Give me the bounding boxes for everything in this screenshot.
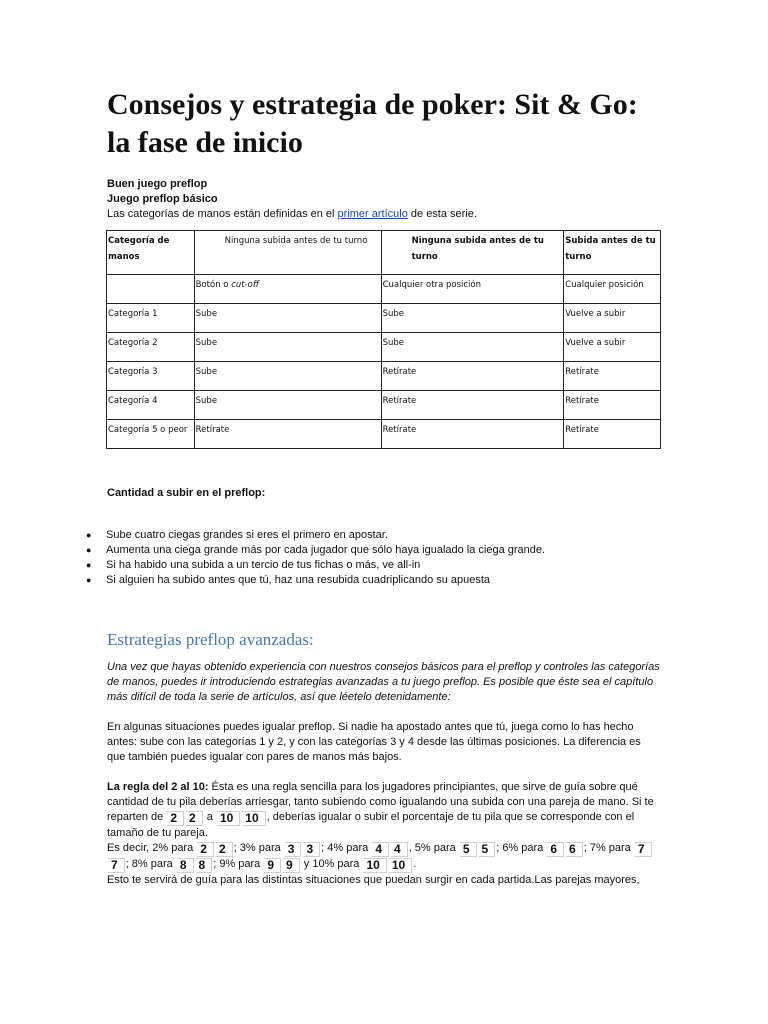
es-decir-text: Es decir, 2% para bbox=[107, 842, 197, 854]
rule-a: a bbox=[203, 811, 216, 823]
table-cell: Retírate bbox=[564, 391, 661, 420]
table-cell: Categoría 2 bbox=[107, 333, 195, 362]
table-cell: Retírate bbox=[564, 420, 661, 449]
card-rank: 2 bbox=[170, 811, 178, 825]
intro-text-after: de esta serie. bbox=[407, 208, 477, 220]
table-cell: Sube bbox=[194, 391, 381, 420]
table-cell: Categoría 4 bbox=[107, 391, 195, 420]
bullet-icon: ● bbox=[86, 560, 92, 570]
card-pair-6 bbox=[566, 842, 583, 857]
pct-6-text: ; 6% para bbox=[496, 842, 547, 854]
card-rank: 7 bbox=[637, 842, 645, 856]
card-pair-5 bbox=[460, 842, 477, 857]
card-rank: 9 bbox=[267, 858, 275, 872]
card-pair-7 bbox=[108, 858, 125, 873]
list-item-text: Sube cuatro ciegas grandes si eres el primero en apostar. bbox=[106, 529, 388, 541]
position-prefix: Botón o bbox=[195, 280, 232, 290]
card-pair-10 bbox=[389, 858, 412, 873]
card-pair-3 bbox=[285, 842, 302, 857]
list-item-text: Aumenta una ciega grande más por cada jugador que sólo haya igualado la ciega grande. bbox=[106, 544, 546, 556]
table-cell bbox=[107, 275, 195, 304]
card-rank: 8 bbox=[179, 858, 187, 872]
card-pair-9 bbox=[264, 858, 281, 873]
raise-bullet-list bbox=[86, 528, 545, 588]
primer-articulo-link[interactable]: primer artículo bbox=[337, 208, 408, 220]
header-cell bbox=[564, 231, 661, 275]
card-pair-2 bbox=[197, 842, 214, 857]
page-title bbox=[107, 86, 707, 162]
card-rank: 10 bbox=[391, 858, 406, 872]
table-row-positions bbox=[107, 275, 661, 304]
card-pair-2 bbox=[186, 811, 203, 826]
card-rank: 4 bbox=[394, 842, 401, 856]
raise-heading: Cantidad a subir en el preflop: bbox=[107, 487, 266, 499]
table-row bbox=[107, 304, 661, 333]
card-pair-10 bbox=[217, 811, 240, 826]
position-italic: cut-off bbox=[231, 280, 259, 290]
card-rank: 4 bbox=[375, 842, 382, 856]
table-cell: Categoría 5 o peor bbox=[107, 420, 195, 449]
card-pair-10 bbox=[363, 858, 386, 873]
card-pair-5 bbox=[479, 842, 496, 857]
card-rank: 2 bbox=[200, 842, 207, 856]
list-item-text: Si ha habido una subida a un tercio de tus fichas o más, ve all-in bbox=[106, 559, 421, 571]
table-cell: Categoría 3 bbox=[107, 362, 195, 391]
table-cell: Retírate bbox=[381, 420, 564, 449]
card-rank: 3 bbox=[306, 842, 314, 856]
table-cell: Sube bbox=[381, 333, 564, 362]
bullet-icon: ● bbox=[86, 530, 92, 540]
header-text: Categoría de manos bbox=[108, 236, 170, 262]
table-cell: Vuelve a subir bbox=[564, 304, 661, 333]
list-item bbox=[86, 558, 545, 573]
pct-10-text: y 10% para bbox=[300, 858, 363, 870]
bullet-icon: ● bbox=[86, 545, 92, 555]
table-cell: Sube bbox=[194, 362, 381, 391]
rule-text: Ésta es una regla sencilla para los jugadores principiantes, que sirve de guía sobre qué cantidad de tu pila deberías arriesgar, tanto subiendo como igualando una subida con una pareja de mano. Si te reparten de bbox=[107, 781, 654, 823]
pct-5-text: , 5% para bbox=[408, 842, 459, 854]
hand-categories-table bbox=[106, 230, 661, 449]
pct-9-text: ; 9% para bbox=[213, 858, 264, 870]
list-item-text: Si alguien ha subido antes que tú, haz una resubida cuadriplicando su apuesta bbox=[106, 574, 491, 586]
rule-2-10-paragraph bbox=[107, 780, 662, 888]
header-text: Ninguna subida antes de tu turno bbox=[224, 236, 368, 246]
table-cell bbox=[194, 275, 381, 304]
card-pair-4 bbox=[372, 842, 389, 857]
advanced-heading: Estrategias preflop avanzadas: bbox=[107, 630, 314, 649]
header-text: Ninguna subida antes de tu turno bbox=[411, 236, 544, 262]
card-pair-4 bbox=[391, 842, 408, 857]
table-cell: Sube bbox=[194, 333, 381, 362]
rule-title: La regla del 2 al 10: bbox=[107, 781, 209, 793]
table-header-row bbox=[107, 231, 661, 275]
pct-7-text: ; 7% para bbox=[583, 842, 634, 854]
heading-juego-basico: Juego preflop básico bbox=[107, 193, 218, 205]
card-rank: 5 bbox=[462, 842, 470, 856]
table-cell: Cualquier otra posición bbox=[381, 275, 564, 304]
header-cell bbox=[194, 231, 381, 275]
card-rank: 10 bbox=[219, 811, 234, 825]
rule-text-2: , deberías igualar o subir el porcentaje de tu pila que se corresponde con el tamaño de tu pareja. bbox=[107, 811, 635, 839]
card-rank: 10 bbox=[245, 811, 259, 825]
title-line-2: la fase de inicio bbox=[107, 126, 303, 159]
header-cell bbox=[107, 231, 195, 275]
bullet-icon: ● bbox=[86, 575, 92, 585]
heading-buen-juego: Buen juego preflop bbox=[107, 178, 208, 190]
card-rank: 3 bbox=[287, 842, 295, 856]
table-cell: Cualquier posición bbox=[564, 275, 661, 304]
card-pair-8 bbox=[177, 858, 194, 873]
table-cell: Retírate bbox=[381, 362, 564, 391]
table-cell: Retírate bbox=[381, 391, 564, 420]
card-pair-6 bbox=[547, 842, 564, 857]
table-row bbox=[107, 362, 661, 391]
title-line-1: Consejos y estrategia de poker: Sit & Go: bbox=[107, 88, 638, 121]
last-line-text: Esto te servirá de guía para las distintas situaciones que puedan surgir en cada partida.Las parejas mayores, bbox=[107, 874, 640, 886]
card-rank: 9 bbox=[286, 858, 293, 872]
list-item bbox=[86, 528, 545, 543]
card-pair-2 bbox=[216, 842, 233, 857]
advanced-intro-paragraph: Una vez que hayas obtenido experiencia con nuestros consejos básicos para el preflop y controles las categorías de manos, puedes ir introduciendo estrategias avanzadas a tu juego preflop. Es posible que éste sea el capítulo más difícil de toda la serie de artículos, así que léetelo detenidamente: bbox=[107, 661, 660, 703]
intro-text bbox=[107, 206, 477, 222]
table-cell: Sube bbox=[381, 304, 564, 333]
table-cell: Categoría 1 bbox=[107, 304, 195, 333]
end-dot: . bbox=[413, 858, 417, 870]
table-cell: Sube bbox=[194, 304, 381, 333]
card-pair-2 bbox=[167, 811, 184, 826]
card-rank: 2 bbox=[218, 842, 226, 856]
card-rank: 2 bbox=[189, 811, 196, 825]
card-rank: 10 bbox=[366, 858, 380, 872]
call-preflop-paragraph: En algunas situaciones puedes igualar preflop. Si nadie ha apostado antes que tú, juega como lo has hecho antes: sube con las categorías 1 y 2, y con las categorías 3 y 4 desde las últimas posiciones. La diferencia es que también puedes igualar con pares de manos más bajos. bbox=[107, 721, 641, 763]
table-row bbox=[107, 420, 661, 449]
card-rank: 8 bbox=[198, 858, 206, 872]
table-row bbox=[107, 333, 661, 362]
card-pair-7 bbox=[635, 842, 652, 857]
table-cell: Vuelve a subir bbox=[564, 333, 661, 362]
table-cell: Retírate bbox=[564, 362, 661, 391]
card-pair-8 bbox=[196, 858, 213, 873]
pct-3-text: ; 3% para bbox=[233, 842, 284, 854]
pct-4-text: ; 4% para bbox=[321, 842, 372, 854]
card-rank: 6 bbox=[569, 842, 576, 856]
card-rank: 6 bbox=[550, 842, 558, 856]
card-pair-10 bbox=[242, 811, 265, 826]
table-row bbox=[107, 391, 661, 420]
card-rank: 7 bbox=[111, 858, 118, 872]
pct-8-text: ; 8% para bbox=[125, 858, 176, 870]
card-pair-3 bbox=[303, 842, 320, 857]
card-pair-9 bbox=[283, 858, 300, 873]
list-item bbox=[86, 543, 545, 558]
intro-text-before: Las categorías de manos están definidas en el bbox=[107, 208, 338, 220]
table-cell: Retírate bbox=[194, 420, 381, 449]
list-item bbox=[86, 573, 545, 588]
card-rank: 5 bbox=[481, 842, 489, 856]
header-text: Subida antes de tu turno bbox=[565, 236, 656, 262]
header-cell bbox=[381, 231, 564, 275]
